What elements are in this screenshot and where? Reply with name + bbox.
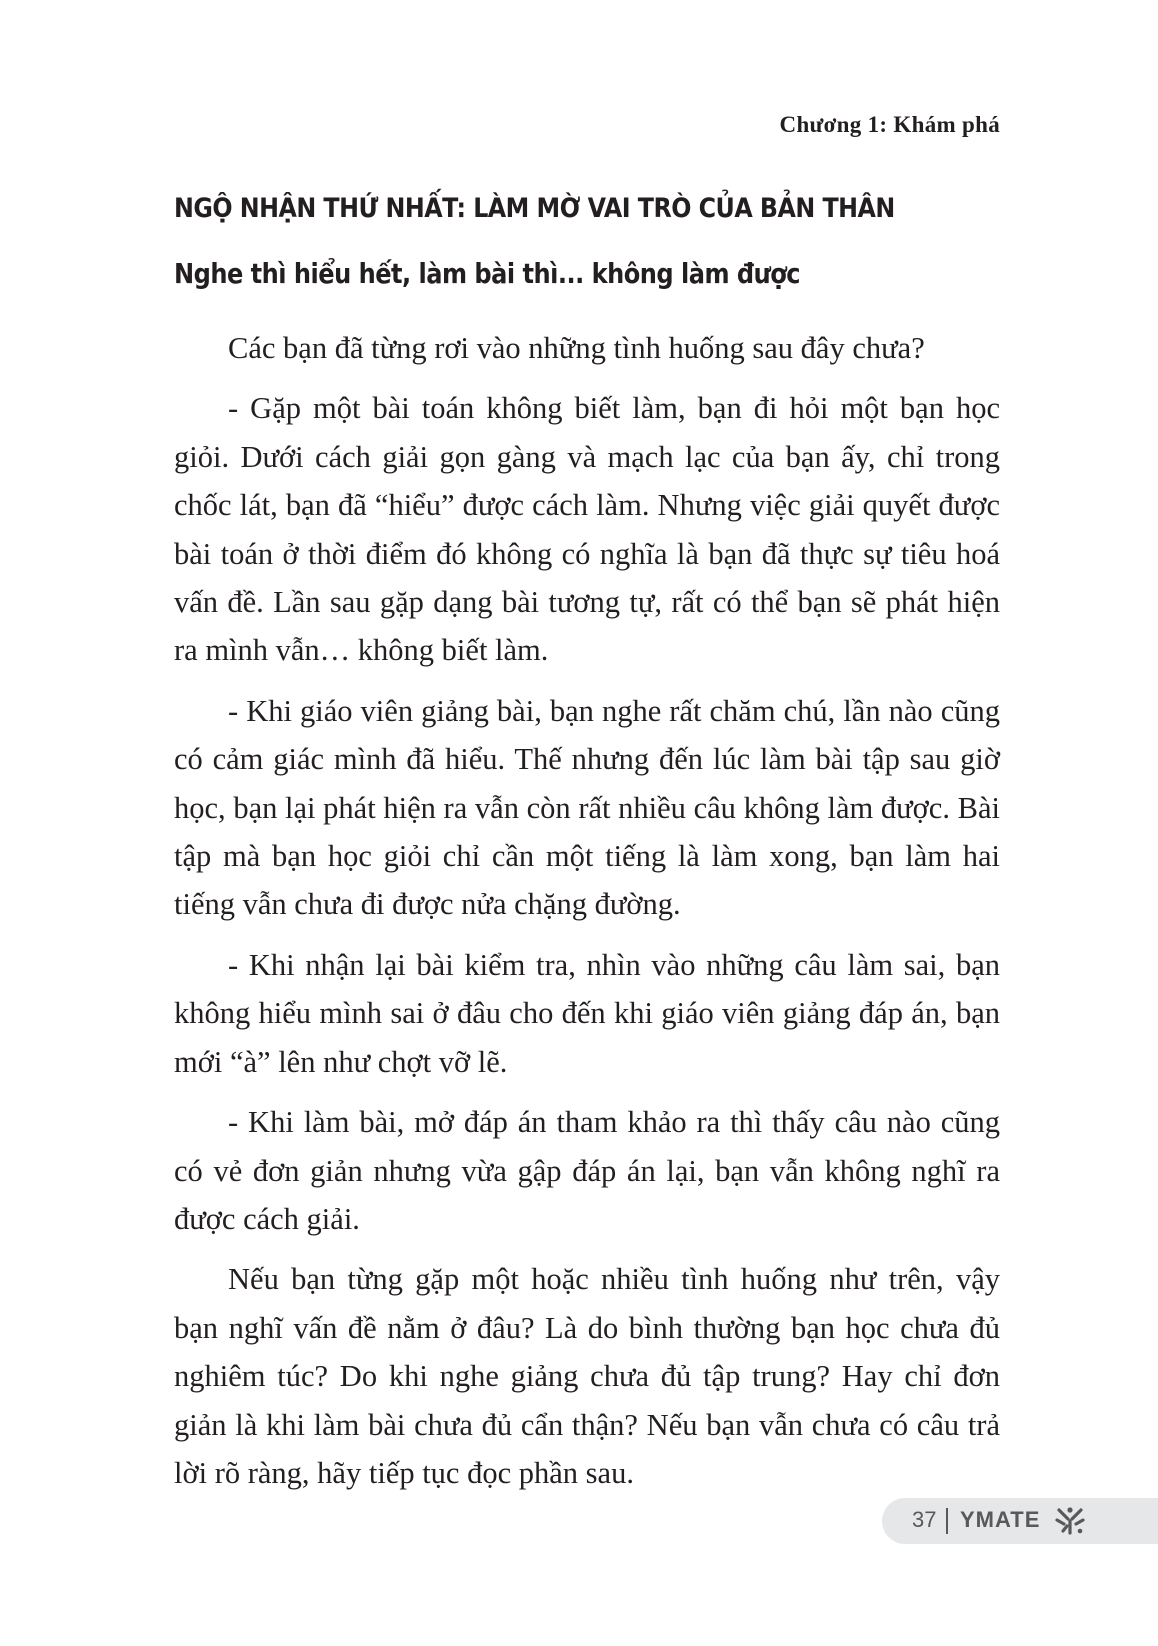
footer-divider [946,1508,948,1534]
chapter-header: Chương 1: Khám phá [779,112,1000,137]
body-text [174,324,1000,1509]
paragraph-situation-3: - Khi nhận lại bài kiểm tra, nhìn vào những câu làm sai, bạn không hiểu mình sai ở đâu cho đến khi giáo viên giảng đáp án, bạn mới “à” lên như chợt vỡ lẽ. [174,947,1000,1079]
section-title: NGỘ NHẬN THỨ NHẤT: LÀM MỜ VAI TRÒ CỦA BẢN THÂN [174,193,895,224]
paragraph-situation-4: - Khi làm bài, mở đáp án tham khảo ra thì thấy câu nào cũng có vẻ đơn giản nhưng vừa gập đáp án lại, bạn vẫn không nghĩ ra được cách giải. [174,1105,1000,1236]
brand-name: YMATE [960,1507,1041,1532]
page-number: 37 [912,1507,937,1532]
ymate-logo-icon [1054,1506,1086,1536]
paragraph-conclusion: Nếu bạn từng gặp một hoặc nhiều tình huống như trên, vậy bạn nghĩ vấn đề nằm ở đâu? Là do bình thường bạn học chưa đủ nghiêm túc? Do khi nghe giảng chưa đủ tập trung? Hay chỉ đơn giản là khi làm bài chưa đủ cẩn thận? Nếu bạn vẫn chưa có câu trả lời rõ ràng, hãy tiếp tục đọc phần sau. [174,1262,1000,1490]
paragraph-situation-1: - Gặp một bài toán không biết làm, bạn đi hỏi một bạn học giỏi. Dưới cách giải gọn gàng và mạch lạc của bạn ấy, chỉ trong chốc lát, bạn đã “hiểu” được cách làm. Nhưng việc giải quyết được bài toán ở thời điểm đó không có nghĩa là bạn đã thực sự tiêu hoá vấn đề. Lần sau gặp dạng bài tương tự, rất có thể bạn sẽ phát hiện ra mình vẫn… không biết làm. [174,391,1000,668]
paragraph-intro: Các bạn đã từng rơi vào những tình huống sau đây chưa? [228,331,925,365]
page-footer [882,1498,1158,1544]
paragraph-situation-2: - Khi giáo viên giảng bài, bạn nghe rất chăm chú, lần nào cũng có cảm giác mình đã hiểu. Thế nhưng đến lúc làm bài tập sau giờ học, bạn lại phát hiện ra vẫn còn rất nhiều câu không làm được. Bài tập mà bạn học giỏi chỉ cần một tiếng là làm xong, bạn làm hai tiếng vẫn chưa đi được nửa chặng đường. [174,693,1000,922]
section-subtitle: Nghe thì hiểu hết, làm bài thì... không làm được [174,257,801,290]
